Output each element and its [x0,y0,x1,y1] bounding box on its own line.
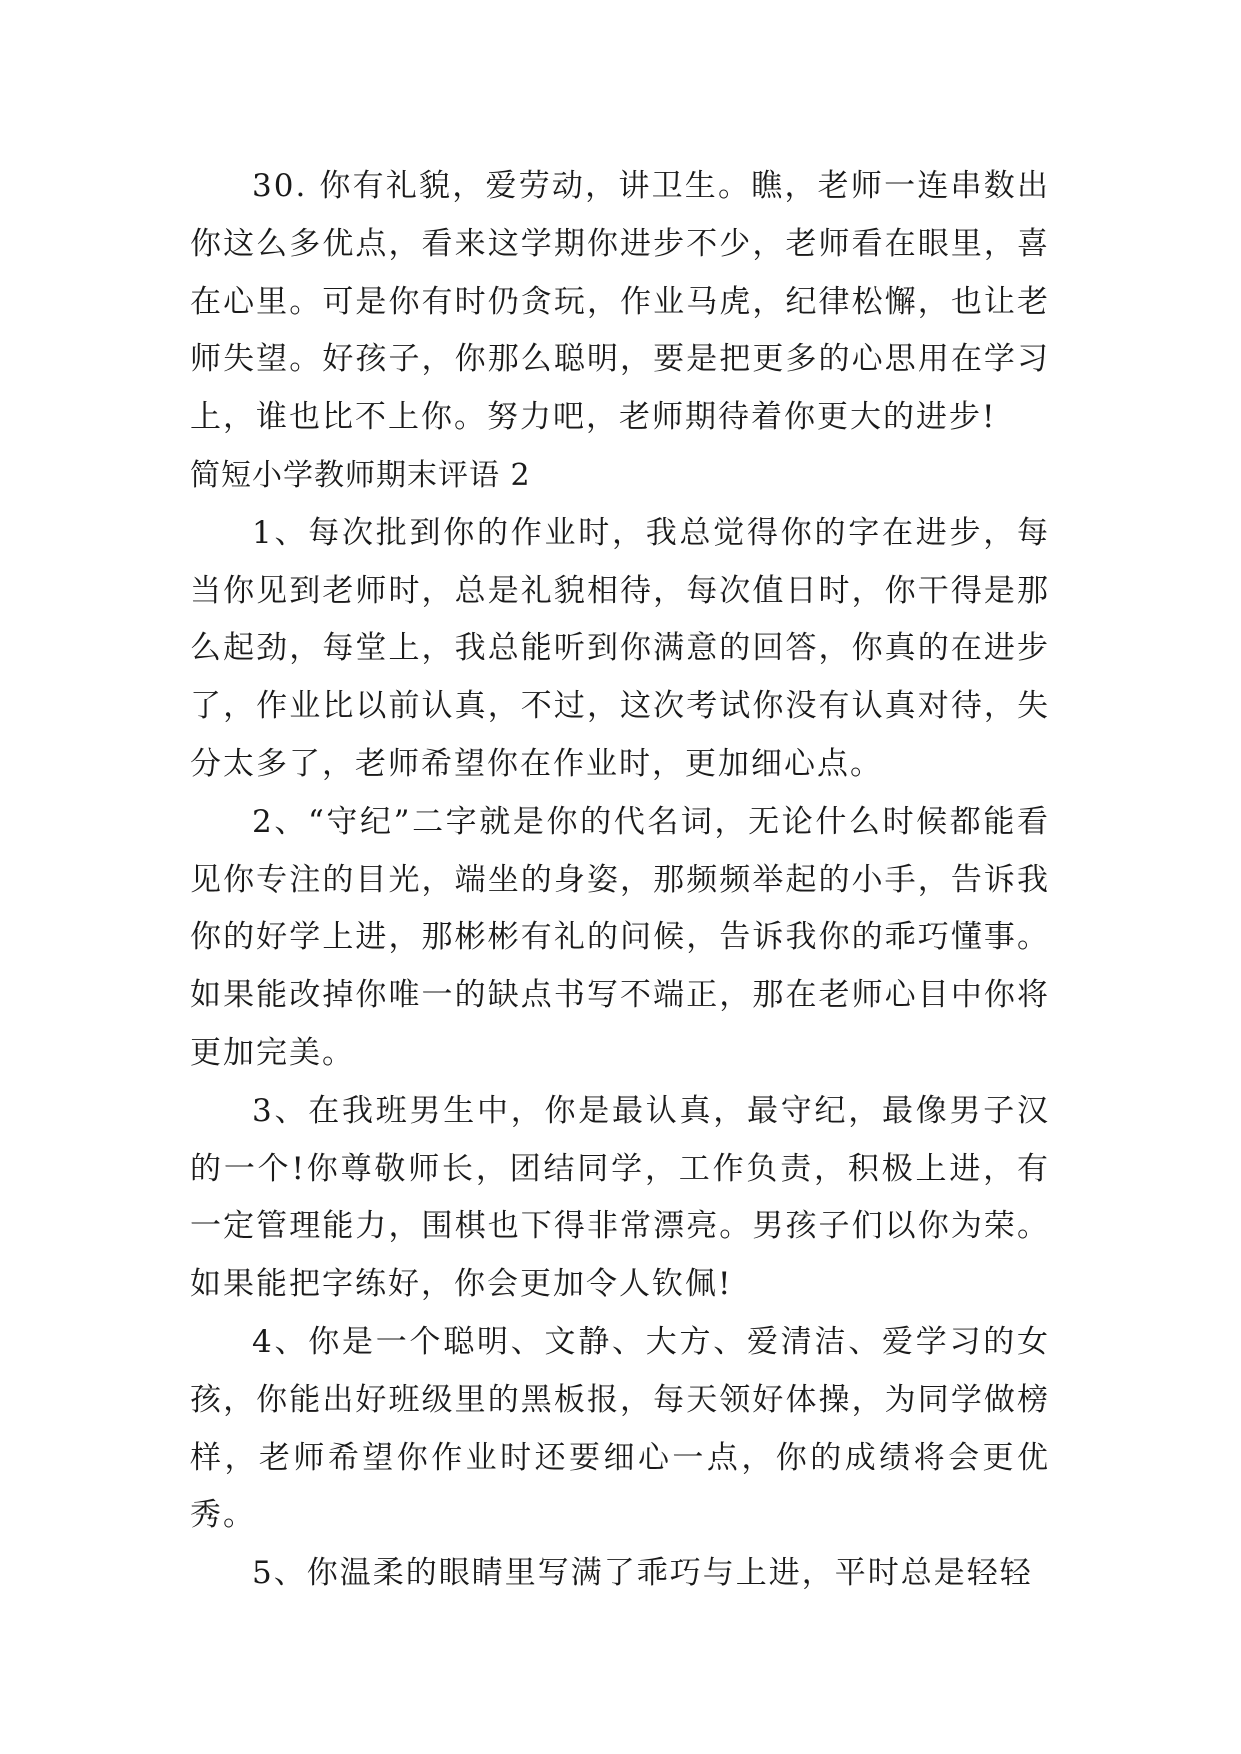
paragraph-3: 3、在我班男生中，你是最认真，最守纪，最像男子汉的一个!你尊敬师长，团结同学，工作负责，积极上进，有一定管理能力，围棋也下得非常漂亮。男孩子们以你为荣。如果能把字练好，你会更加令人钦佩! [190,1092,1050,1303]
section-heading: 简短小学教师期末评语 2 [190,457,531,493]
paragraph-30: 30. 你有礼貌，爱劳动，讲卫生。瞧，老师一连串数出你这么多优点，看来这学期你进步不少，老师看在眼里，喜在心里。可是你有时仍贪玩，作业马虎，纪律松懈，也让老师失望。好孩子，你那么聪明，要是把更多的心思用在学习上，谁也比不上你。努力吧，老师期待着你更大的进步! [190,168,1050,436]
paragraph-2: 2、“守纪”二字就是你的代名词，无论什么时候都能看见你专注的目光，端坐的身姿，那频频举起的小手，告诉我你的好学上进，那彬彬有礼的问候，告诉我你的乖巧懂事。如果能改掉你唯一的缺点书写不端正，那在老师心目中你将更加完美。 [190,803,1050,1071]
paragraph-5: 5、你温柔的眼睛里写满了乖巧与上进，平时总是轻轻 [252,1555,1033,1592]
paragraph-1: 1、每次批到你的作业时，我总觉得你的字在进步，每当你见到老师时，总是礼貌相待，每次值日时，你干得是那么起劲，每堂上，我总能听到你满意的回答，你真的在进步了，作业比以前认真，不过，这次考试你没有认真对待，失分太多了，老师希望你在作业时，更加细心点。 [190,514,1050,782]
paragraph-4: 4、你是一个聪明、文静、大方、爱清洁、爱学习的女孩，你能出好班级里的黑板报，每天领好体操，为同学做榜样，老师希望你作业时还要细心一点，你的成绩将会更优秀。 [190,1323,1050,1534]
document-page [190,158,1050,1603]
